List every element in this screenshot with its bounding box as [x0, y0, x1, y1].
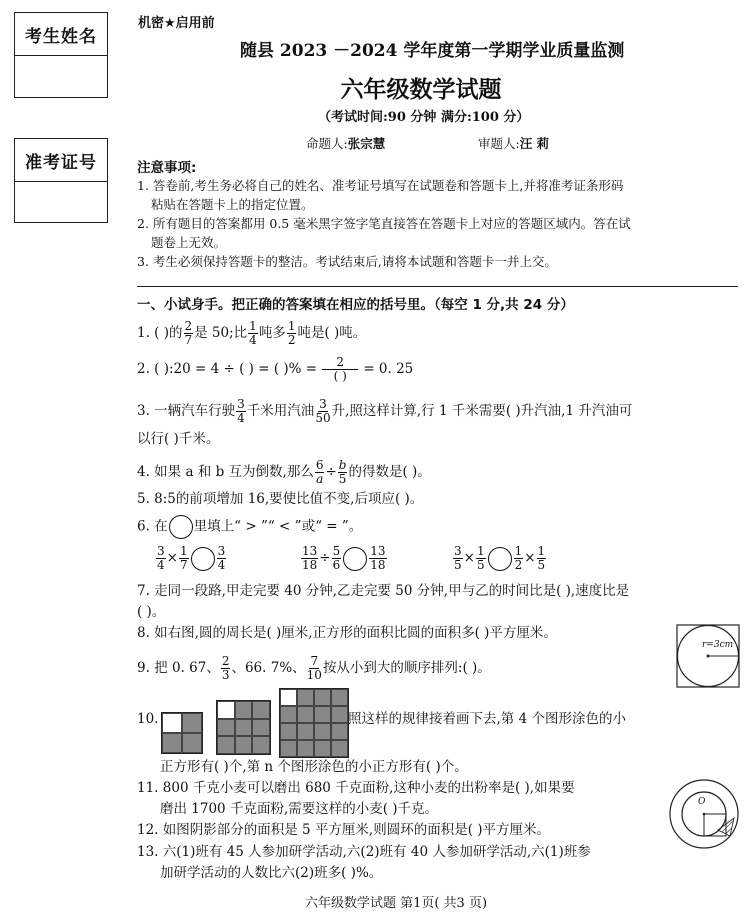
name-label: 考生姓名 [25, 26, 97, 47]
question-8: 8. 如右图,圆的周长是( )厘米,正方形的面积比圆的面积多( )平方厘米。 [137, 625, 557, 641]
q6-expr-2: $\frac{13}{18}$ ÷ $\frac{5}{6}$ $\frac{13}{18}$ [302, 544, 386, 572]
note-item: 1. 答卷前,考生务必将自己的姓名、准考证号填写在试题卷和答题卡上,并将准考证条形码 [137, 178, 624, 193]
ring-diagram [668, 778, 740, 850]
q8-figure [676, 624, 740, 688]
exam-title: 随县 2023 －2024 学年度第一学期学业质量监测 [240, 41, 625, 61]
radius-label: r=3cm [702, 640, 734, 650]
id-label: 准考证号 [25, 152, 97, 173]
author-label: 命题人: [306, 136, 348, 151]
fraction: $\frac{6}{a}$ [315, 458, 324, 486]
q6-expr-1: $\frac{3}{4}$ × $\frac{1}{7}$ $\frac{3}{4}$ [157, 544, 226, 572]
question-13: 13. 六(1)班有 45 人参加研学活动,六(2)班有 40 人参加研学活动,六(1)班参 [137, 844, 591, 860]
name-label-box [14, 12, 108, 56]
subject-title: 六年级数学试题 [340, 77, 502, 103]
note-item: 3. 考生必须保持答题卡的整洁。考试结束后,请将本试题和答题卡一并上交。 [137, 254, 557, 269]
note-item: 粘贴在答题卡上的指定位置。 [151, 197, 314, 212]
author-line [306, 134, 385, 152]
question-9: 9. 把 0. 67、 $\frac{2}{3}$ 、66. 7%、 $\frac{7}{10}$ 按从小到大的顺序排列:( )。 [137, 654, 491, 682]
question-7: 7. 走同一段路,甲走完要 40 分钟,乙走完要 50 分钟,甲与乙的时间比是( ),速度比是 [137, 583, 630, 599]
fraction: $\frac{7}{10}$ [306, 654, 322, 682]
fraction: $\frac{1}{2}$ [287, 319, 296, 347]
page-footer: 六年级数学试题 第1页( 共3 页) [304, 896, 488, 911]
pattern-figure-1 [161, 712, 203, 754]
secret-mark: 机密★启用前 [138, 16, 215, 31]
answer-circle[interactable] [343, 547, 367, 571]
question-5: 5. 8:5的前项增加 16,要使比值不变,后项应( )。 [137, 491, 424, 507]
fraction: $\frac{3}{4}$ [237, 397, 245, 425]
reviewer-line [478, 134, 549, 152]
fraction: $\frac{2}{( )}$ [322, 356, 358, 383]
fraction: $\frac{2}{7}$ [184, 319, 193, 347]
answer-circle[interactable] [191, 547, 215, 571]
answer-circle[interactable] [488, 547, 512, 571]
author-name: 张宗慧 [347, 136, 386, 151]
fraction: $\frac{1}{4}$ [249, 319, 257, 347]
reviewer-name: 汪 莉 [519, 136, 550, 151]
question-1: 1. ( )的 $\frac{2}{7}$ 是 50;比 $\frac{1}{4}$ 吨多 $\frac{1}{2}$ 吨是( )吨。 [137, 319, 367, 347]
question-2: 2. ( ):20 = 4 ÷ ( ) = ( )% = $\frac{2}{( )}$ = 0. 25 [137, 355, 414, 383]
section-title: 一、小试身手。把正确的答案填在相应的括号里。（每空 1 分,共 24 分） [137, 297, 574, 313]
question-10-num: 10. [137, 711, 159, 727]
center-label: O [698, 797, 706, 807]
divider [137, 286, 738, 287]
question-13-line2: 加研学活动的人数比六(2)班多( )%。 [160, 865, 383, 881]
fraction: $\frac{3}{50}$ [315, 397, 331, 425]
notes-list [137, 176, 631, 271]
note-item: 题卷上无效。 [151, 235, 227, 250]
question-3: 3. 一辆汽车行驶 $\frac{3}{4}$ 千米用汽油 $\frac{3}{50}$ 升,照这样计算,行 1 千米需要( )升汽油,1 升汽油可 [137, 397, 633, 425]
answer-circle[interactable] [169, 515, 193, 539]
note-item: 2. 所有题目的答案都用 0.5 毫米黑字签字笔直接答在答题卡上对应的答题区域内。答在试 [137, 216, 631, 231]
question-7-line2: ( )。 [137, 604, 166, 620]
time-info: （考试时间:90 分钟 满分:100 分） [318, 110, 530, 125]
fraction: $\frac{b}{5}$ [338, 458, 347, 486]
question-4: 4. 如果 a 和 b 互为倒数,那么 $\frac{6}{a}$ ÷ $\frac{b}{5}$ 的得数是( )。 [137, 458, 431, 486]
question-10: 照这样的规律接着画下去,第 4 个图形涂色的小 [348, 711, 626, 727]
question-6: 6. 在 里填上“ > ”“ < ”或“ = ”。 [137, 515, 362, 539]
id-label-box [14, 138, 108, 182]
fraction: $\frac{2}{3}$ [221, 654, 230, 682]
q6-expr-3: $\frac{3}{5}$ × $\frac{1}{5}$ $\frac{1}{2}$ × $\frac{1}{5}$ [454, 544, 546, 572]
id-field[interactable] [14, 181, 108, 223]
question-11: 11. 800 千克小麦可以磨出 680 千克面粉,这种小麦的出粉率是( ),如果要 [137, 780, 575, 796]
pattern-figure-2 [216, 700, 271, 755]
pattern-figure-3 [279, 688, 349, 758]
question-10-line2: 正方形有( )个,第 n 个图形涂色的小正方形有( )个。 [160, 759, 468, 775]
reviewer-label: 审题人: [478, 136, 520, 151]
question-3-line2: 以行( )千米。 [137, 431, 220, 447]
notes-title: 注意事项: [137, 160, 197, 176]
question-12: 12. 如图阴影部分的面积是 5 平方厘米,则圆环的面积是( )平方厘米。 [137, 822, 551, 838]
circle-in-square-diagram [676, 624, 740, 688]
question-11-line2: 磨出 1700 千克面粉,需要这样的小麦( )千克。 [160, 801, 439, 817]
q12-figure [668, 778, 740, 850]
